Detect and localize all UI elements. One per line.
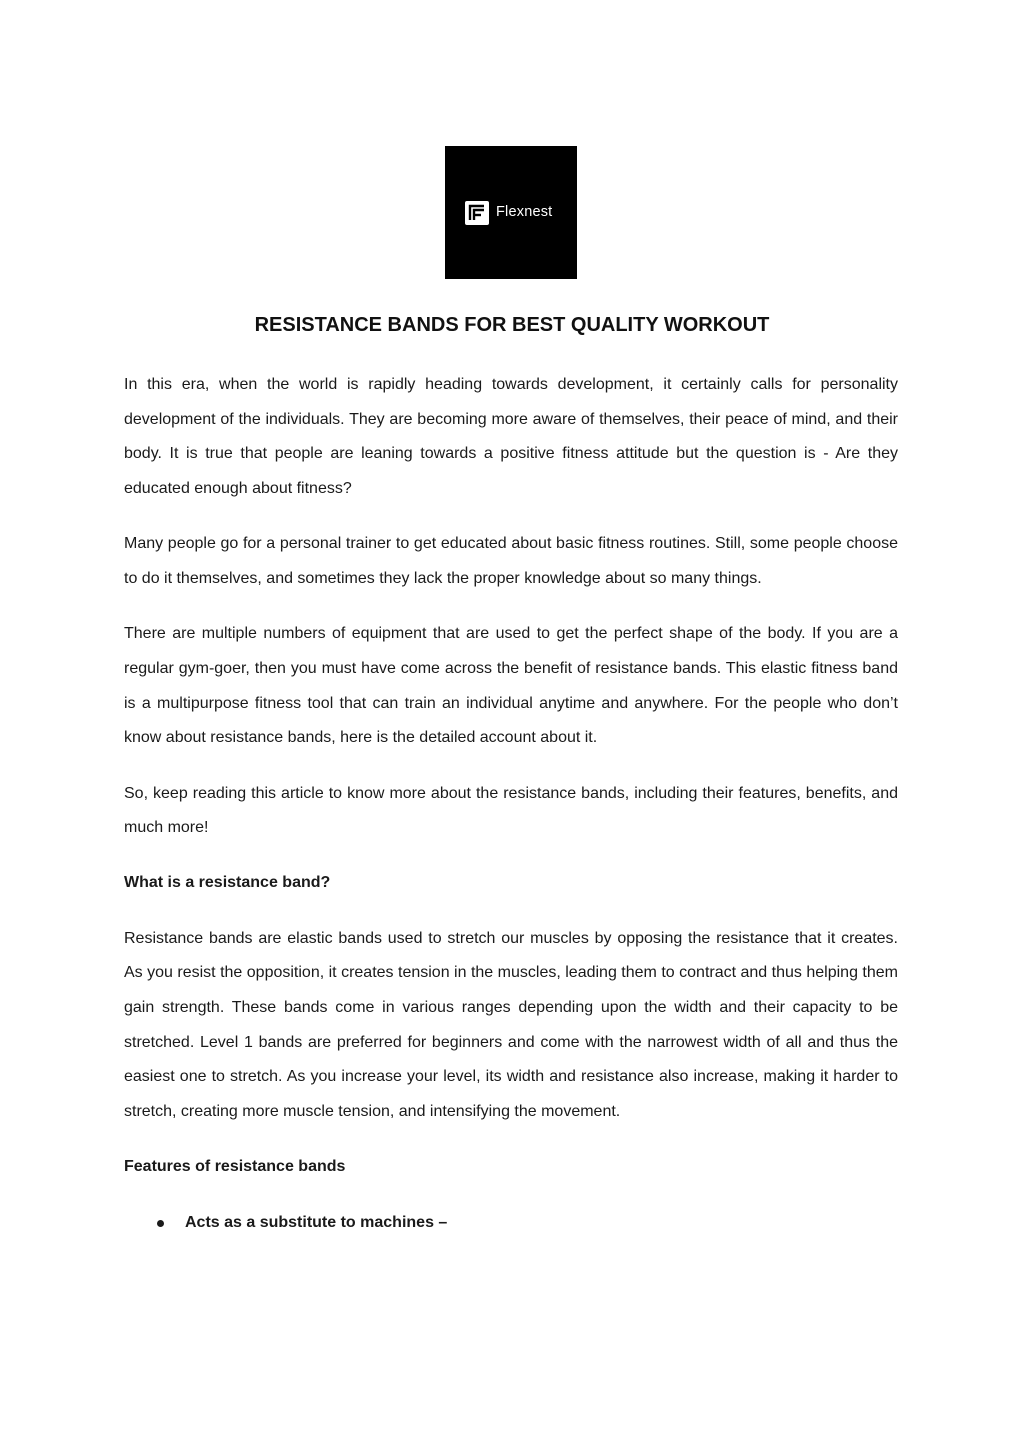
logo-wordmark: Flexnest bbox=[496, 204, 553, 220]
bullet-icon bbox=[157, 1220, 164, 1227]
features-list bbox=[124, 1206, 898, 1241]
flexnest-logo bbox=[445, 146, 577, 279]
intro-paragraph-2: Many people go for a personal trainer to get educated about basic fitness routines. Still, some people choose to do it themselves, and sometimes they lack the proper knowledge about so many things. bbox=[124, 535, 898, 588]
article-body bbox=[124, 368, 898, 1240]
section-body-what-is: Resistance bands are elastic bands used to stretch our muscles by opposing the resistance that it creates. As you resist the opposition, it creates tension in the muscles, leading them to contract and thus helping them gain strength. These bands come in various ranges depending upon the width and their capacity to be stretched. Level 1 bands are preferred for beginners and come with the narrowest width of all and thus the easiest one to stretch. As you increase your level, its width and resistance also increase, making it harder to stretch, creating more muscle tension, and intensifying the movement. bbox=[124, 929, 898, 1121]
intro-paragraph-4: So, keep reading this article to know more about the resistance bands, including their features, benefits, and much more! bbox=[124, 784, 898, 837]
list-item-text: Acts as a substitute to machines – bbox=[185, 1213, 448, 1231]
intro-paragraph-1: In this era, when the world is rapidly heading towards development, it certainly calls for personality development of the individuals. They are becoming more aware of themselves, their peace of mind, and their body. It is true that people are leaning towards a positive fitness attitude but the question is - Are they educated enough about fitness? bbox=[124, 376, 898, 498]
document-title: RESISTANCE BANDS FOR BEST QUALITY WORKOUT bbox=[254, 314, 770, 336]
list-item bbox=[124, 1206, 898, 1241]
section-heading-features: Features of resistance bands bbox=[124, 1158, 346, 1176]
flexnest-logo-icon bbox=[465, 201, 489, 225]
intro-paragraph-3: There are multiple numbers of equipment that are used to get the perfect shape of the body. If you are a regular gym-goer, then you must have come across the benefit of resistance bands. This elastic fitness band is a multipurpose fitness tool that can train an individual anytime and anywhere. For the people who don’t know about resistance bands, here is the detailed account about it. bbox=[124, 625, 898, 747]
section-heading-what-is: What is a resistance band? bbox=[124, 874, 331, 892]
